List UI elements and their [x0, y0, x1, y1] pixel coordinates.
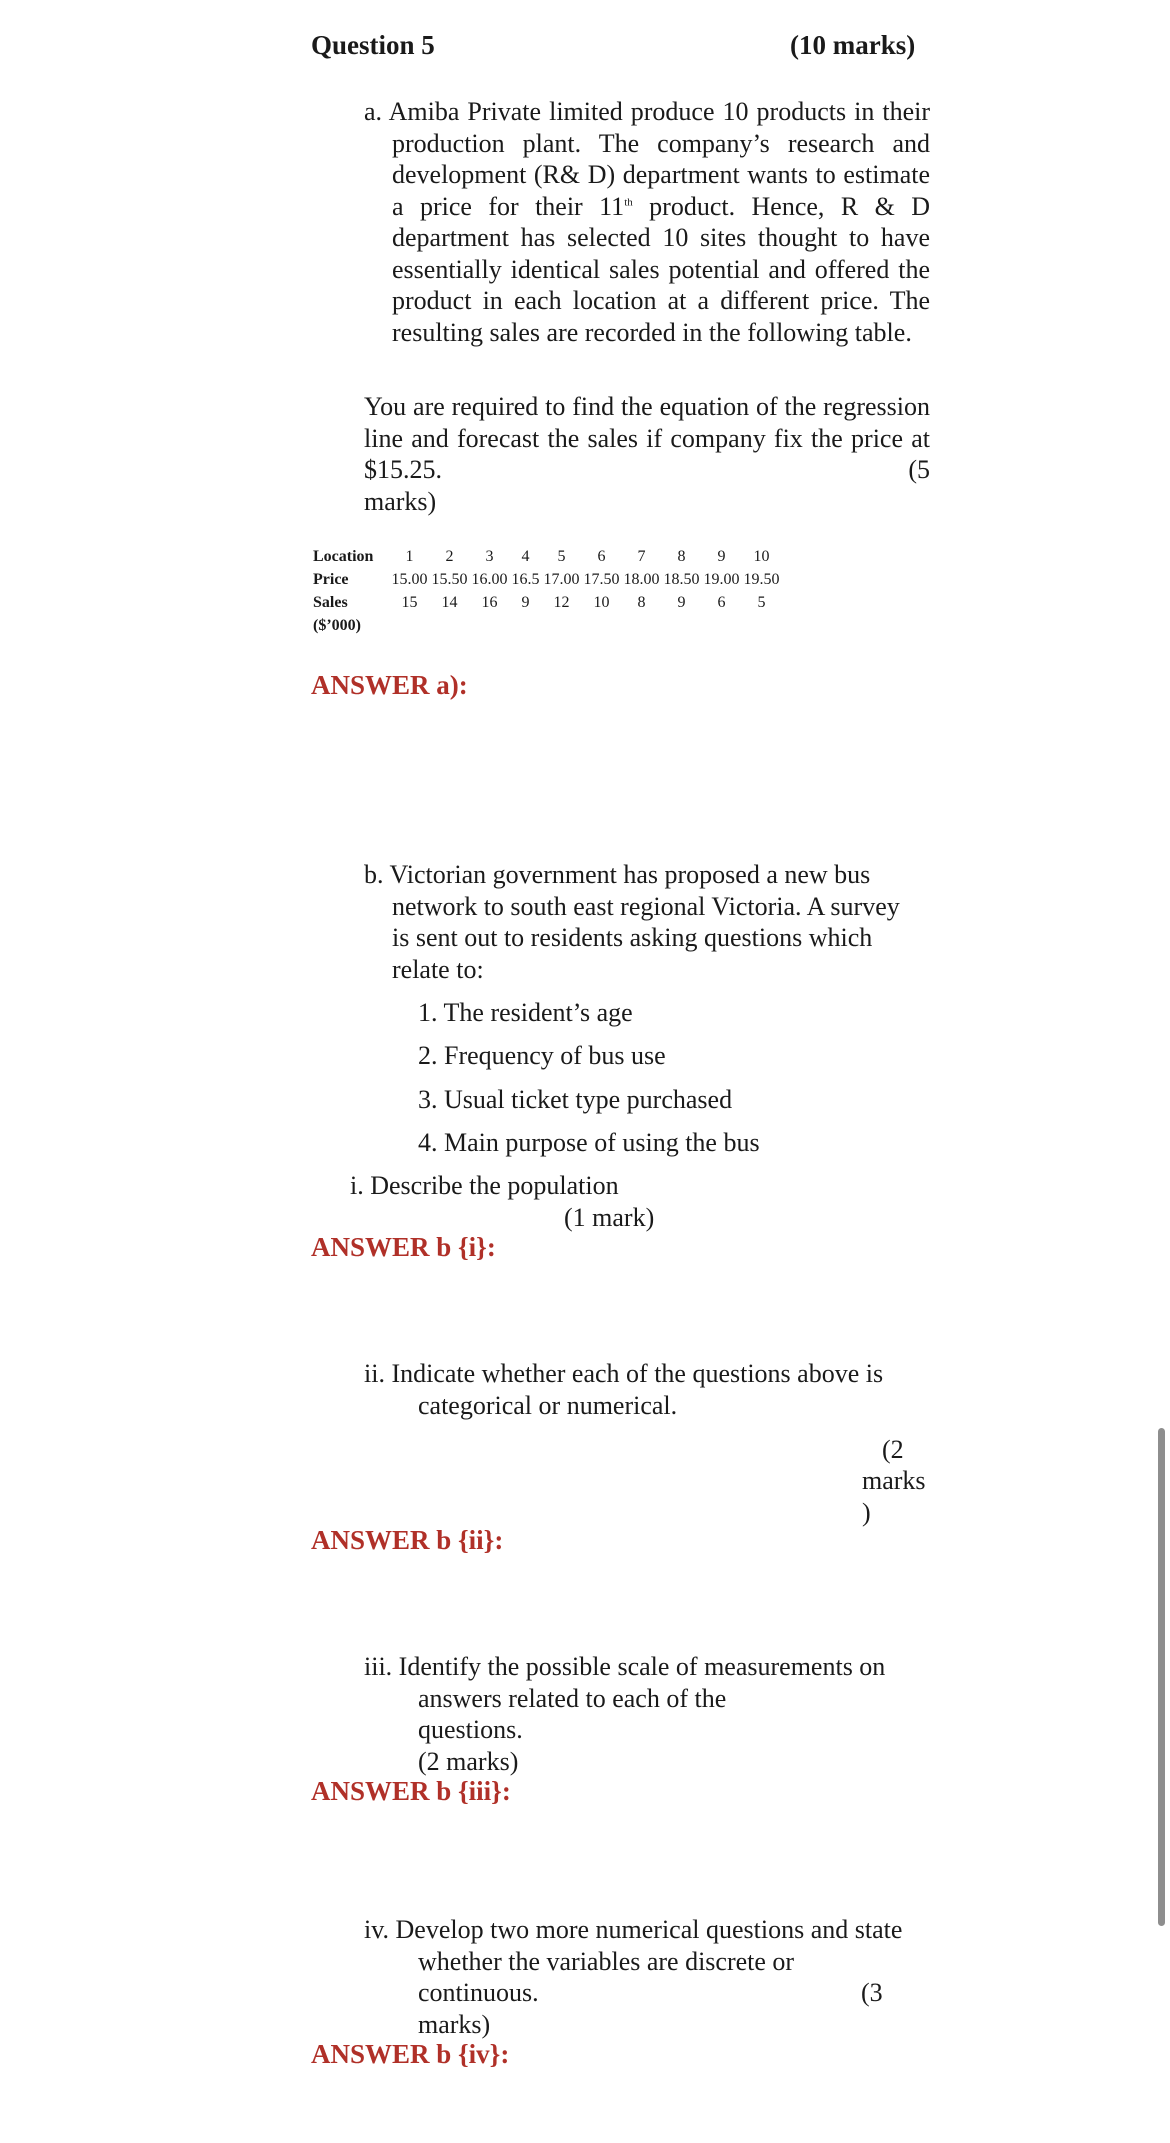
question-marks: (10 marks): [790, 30, 916, 60]
part-b-iii-marks: (2 marks): [418, 1747, 519, 1776]
sales-label: Sales: [313, 594, 348, 611]
price-label: Price: [313, 571, 349, 588]
location-cell: 6: [597, 548, 606, 565]
sales-cell: 5: [757, 594, 766, 611]
price-cell: 18.50: [663, 571, 700, 588]
sales-cell: 8: [637, 594, 646, 611]
survey-question-item: 4. Main purpose of using the bus: [418, 1128, 760, 1157]
location-cell: 1: [405, 548, 414, 565]
location-label: Location: [313, 548, 374, 565]
part-b-iv-line-3: continuous.: [418, 1978, 539, 2007]
vertical-scrollbar[interactable]: [1158, 1428, 1165, 1926]
part-b-iv-marks-2: marks): [418, 2010, 491, 2039]
price-cell: 16.5: [511, 571, 540, 588]
part-a-text-1: Amiba Private limited produce 10 products in their production plant. The company’s research and development (R& D) department wants to estimate a price for their 11: [388, 97, 931, 221]
sales-cell: 10: [593, 594, 610, 611]
part-b-ii-marks-2: marks: [862, 1466, 926, 1495]
part-a-task: [364, 391, 930, 517]
price-cell: 17.50: [583, 571, 620, 588]
table-row-location: [311, 548, 781, 571]
part-b-i-marks: (1 mark): [564, 1203, 655, 1232]
location-cell: 5: [557, 548, 566, 565]
sales-cell: 14: [441, 594, 458, 611]
sales-cell: 6: [717, 594, 726, 611]
location-cell: 7: [637, 548, 646, 565]
part-b-iv-line-2: whether the variables are discrete or: [418, 1947, 795, 1976]
location-cell: 8: [677, 548, 686, 565]
part-a-text-2: product. Hence, R & D department has selected 10 sites thought to have essentially identical sales potential and offered the product in each location at a different price. The resulting sales are recorded in the following table.: [392, 191, 931, 347]
price-cell: 17.00: [543, 571, 580, 588]
location-cell: 2: [445, 548, 454, 565]
sales-cell: 9: [521, 594, 530, 611]
part-b-ii-line-2: categorical or numerical.: [418, 1391, 678, 1420]
price-cell: 15.50: [431, 571, 468, 588]
survey-question-item: 2. Frequency of bus use: [418, 1041, 666, 1070]
sales-cell: 9: [677, 594, 686, 611]
part-b-line-4: relate to:: [392, 955, 484, 984]
answer-b-i-label: ANSWER b {i}:: [311, 1232, 496, 1262]
table-row-sales: [311, 594, 781, 617]
part-b-iii-line-2: answers related to each of the: [418, 1684, 727, 1713]
part-b-iv-marks-1: (3: [861, 1978, 883, 2007]
location-cell: 3: [485, 548, 494, 565]
answer-b-ii-label: ANSWER b {ii}:: [311, 1525, 504, 1555]
part-a-marks-close: marks): [364, 486, 437, 516]
sales-cell: 15: [401, 594, 418, 611]
part-b-line-3: is sent out to residents asking questions which: [392, 923, 873, 952]
price-cell: 15.00: [391, 571, 428, 588]
answer-b-iii-label: ANSWER b {iii}:: [311, 1776, 511, 1806]
part-a-superscript: th: [624, 195, 633, 208]
part-b-iv-line-1: iv. Develop two more numerical questions and state: [364, 1915, 903, 1944]
part-a-description: [364, 96, 930, 348]
price-cell: 19.00: [703, 571, 740, 588]
answer-b-iv-label: ANSWER b {iv}:: [311, 2039, 510, 2069]
price-cell: 16.00: [471, 571, 508, 588]
price-cell: 18.00: [623, 571, 660, 588]
price-sales-table: [311, 548, 781, 640]
part-b-line-1: b. Victorian government has proposed a new bus: [364, 860, 871, 889]
part-b-ii-marks-1: (2: [882, 1435, 904, 1464]
sales-cell: 12: [553, 594, 570, 611]
location-cell: 9: [717, 548, 726, 565]
part-b-ii-line-1: ii. Indicate whether each of the questions above is: [364, 1359, 884, 1388]
sales-unit-label: ($’000): [313, 617, 361, 634]
part-b-line-2: network to south east regional Victoria. A survey: [392, 892, 900, 921]
part-a-prefix: a.: [364, 97, 389, 126]
question-title: Question 5: [311, 30, 435, 60]
part-a-task-text: You are required to find the equation of the regression line and forecast the sales if company fix the price at $15.25.: [364, 392, 930, 484]
location-cell: 4: [521, 548, 530, 565]
sales-cell: 16: [481, 594, 498, 611]
location-cell: 10: [753, 548, 770, 565]
table-row-sales-unit: [311, 617, 781, 640]
answer-a-label: ANSWER a):: [311, 670, 468, 700]
part-b-i-text: i. Describe the population: [350, 1171, 619, 1200]
survey-question-item: 3. Usual ticket type purchased: [418, 1085, 733, 1114]
part-b-iii-line-3: questions.: [418, 1715, 523, 1744]
part-b-ii-marks-3: ): [862, 1498, 871, 1527]
price-cell: 19.50: [743, 571, 780, 588]
part-b-iii-line-1: iii. Identify the possible scale of measurements on: [364, 1652, 886, 1681]
survey-question-item: 1. The resident’s age: [418, 998, 633, 1027]
table-row-price: [311, 571, 781, 594]
part-a-marks-open: (5: [908, 455, 930, 484]
